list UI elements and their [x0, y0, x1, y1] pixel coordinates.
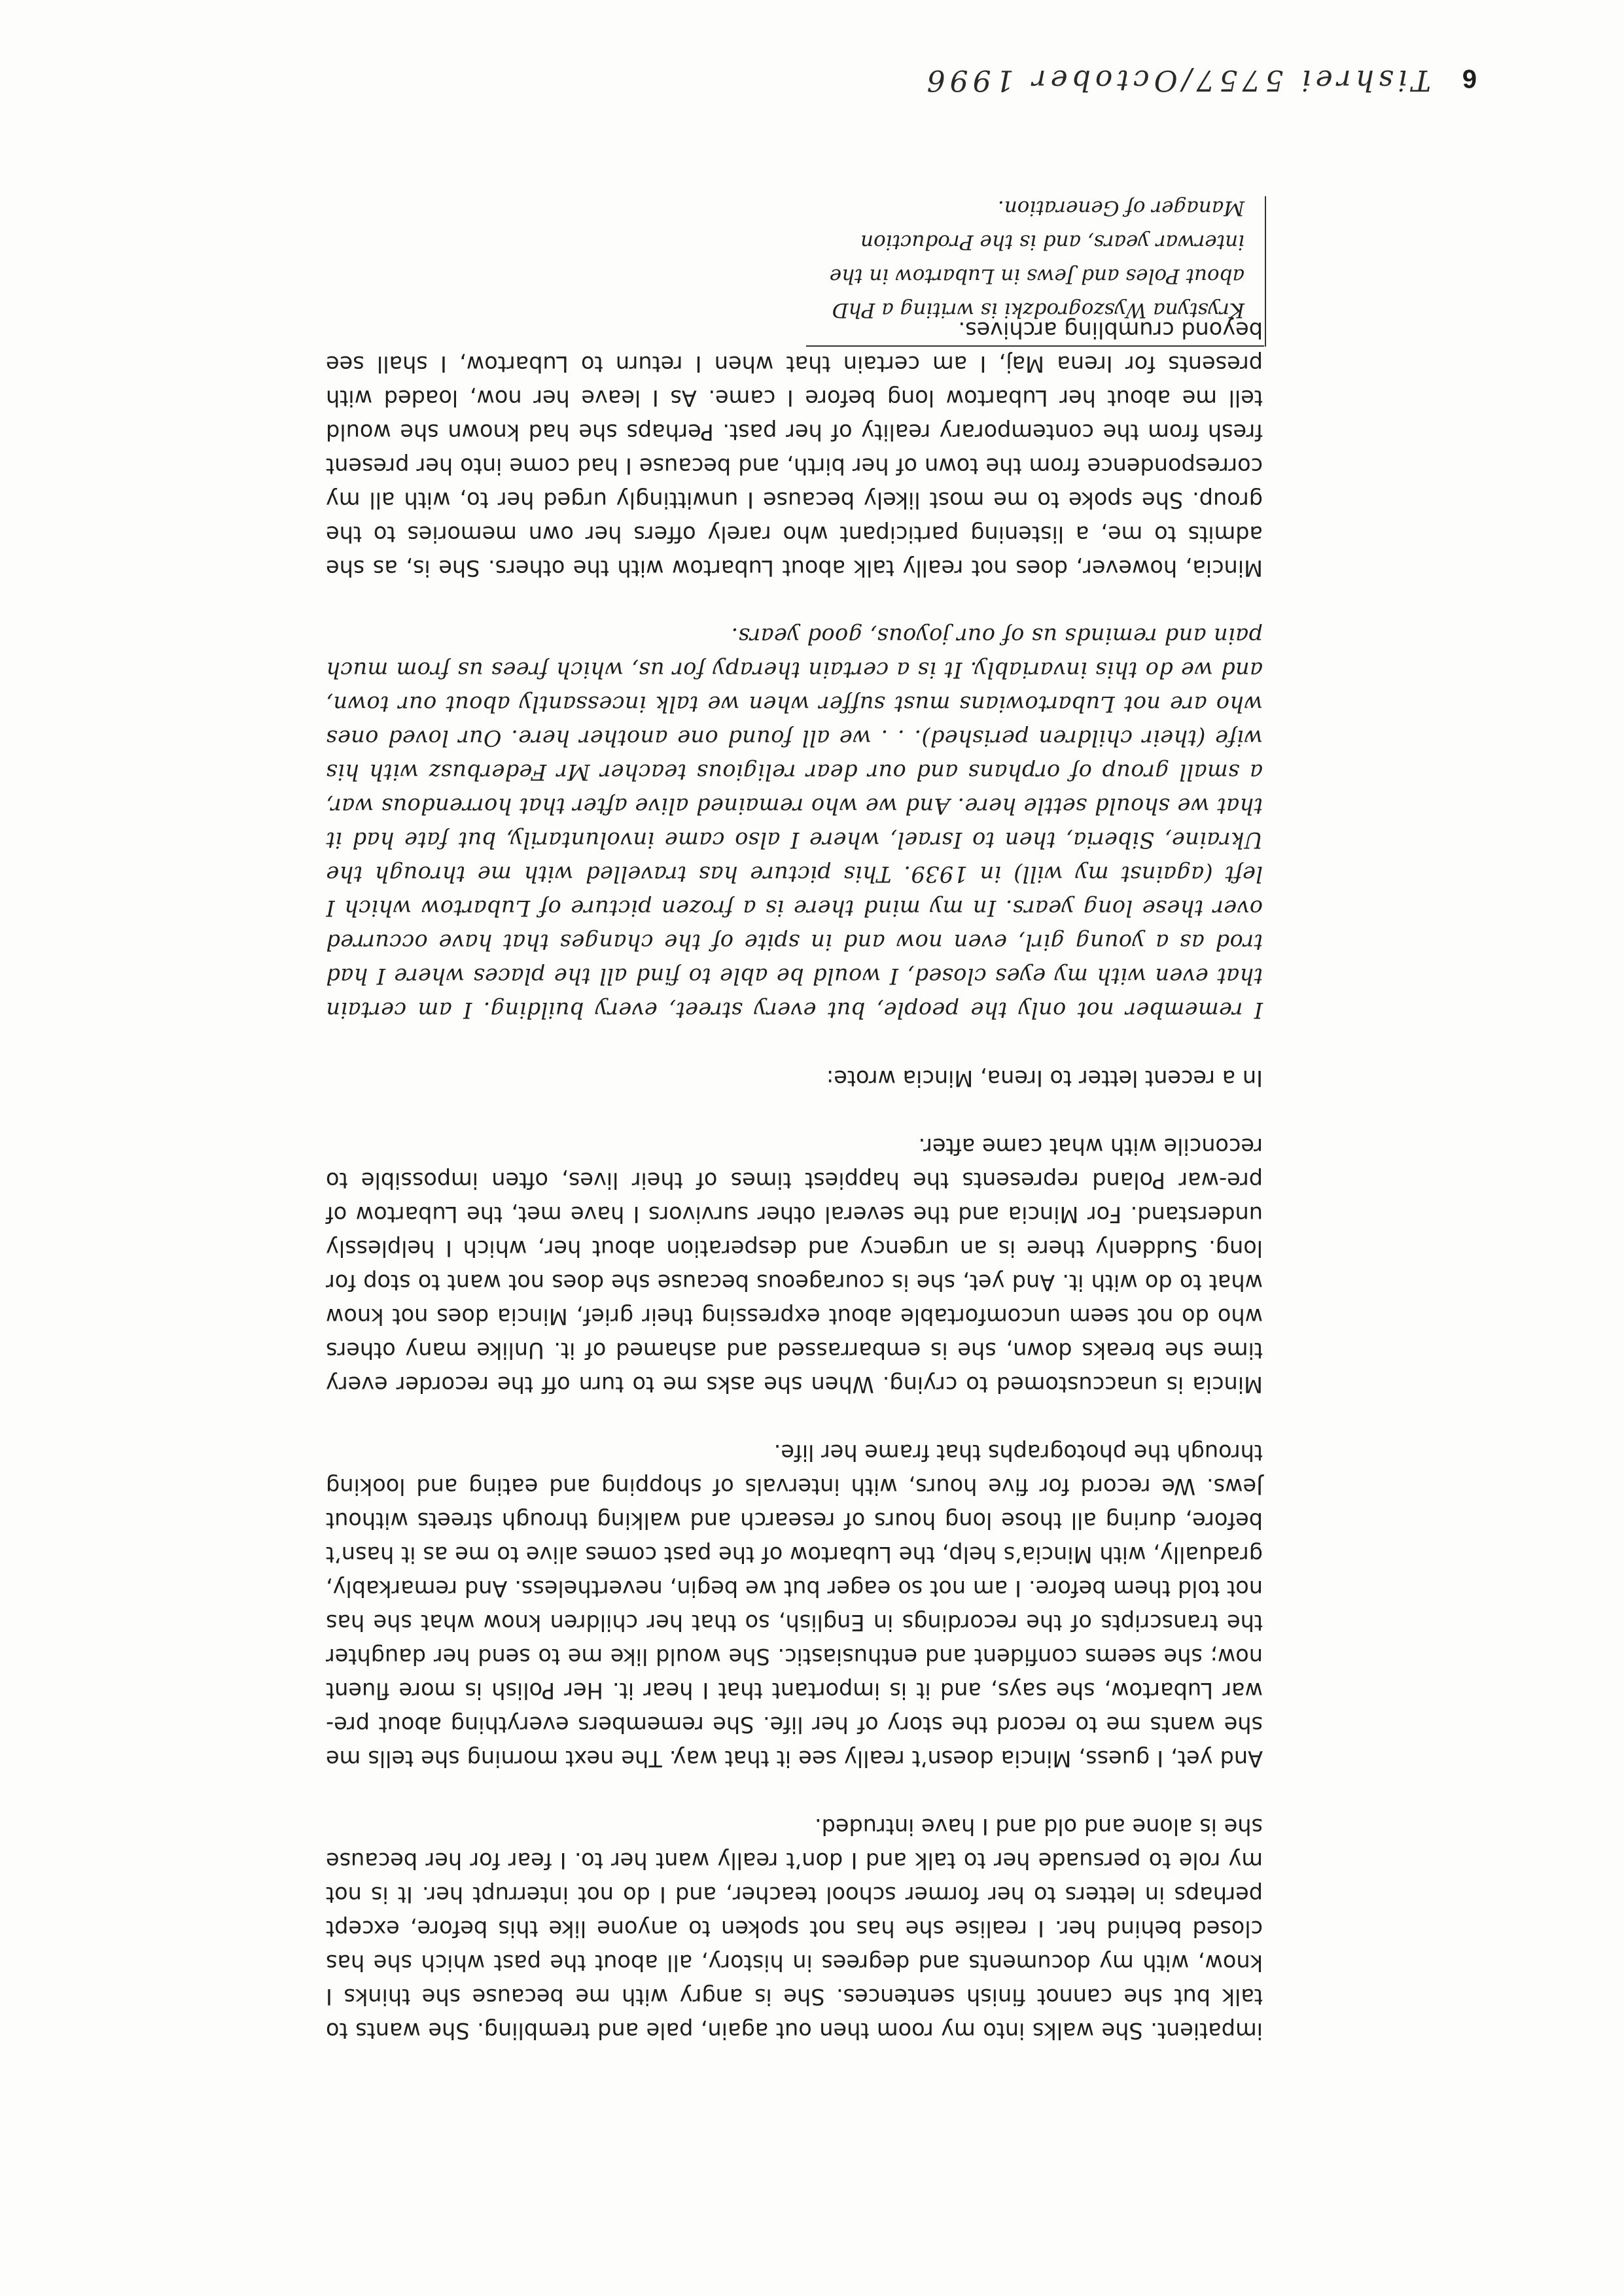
author-bio-text: Krystyna Wyszogrodzki is writing a PhD about Poles and Jews in Lubartow in the interwar years, and is the Production Manager of Generation.: [829, 196, 1244, 322]
issue-date: Tishrei 5757/October 1996: [922, 63, 1431, 97]
quoted-letter: I remember not only the people, but every street, every building. I am certain that even with my eyes closed, I would be able to find all the places where I had trod as a young girl, even now and in spite of the changes that have occurred over these long years. In my mind there is a frozen picture of Lubartow which I left (against my will) in 1939. This picture has travelled with me through the Ukraine, Siberia, then to Israel, where I also came involuntarily, but fate had it that we should settle here. And we who remained alive after that horrendous war, a small group of orphans and our dear religious teacher Mr Federbusz with his wife (their children perished). . . we all found one another here. Our loved ones who are not Lubartowians must suffer when we talk incessantly about our town, and we do this invariably. It is a certain therapy for us, which frees us from much pain and reminds us of our joyous, good years.: [326, 623, 1263, 1023]
article-body: [326, 279, 1263, 2047]
author-bio: [806, 191, 1264, 347]
paragraph: And yet, I guess, Mincia doesn’t really see it that way. The next morning she tells me she wants me to record the story of her life. She remembers everything about pre-war Lubartow, she says, and it is important that I hear it. Her Polish is more fluent now; she seems confident and enthusiastic. She would like me to send her daughter the transcripts of the recordings in English, so that her children know what she has not told them before. I am not so eager but we begin, nevertheless. And remarkably, gradually, with Mincia’s help, the Lubartow of the past comes alive to me as it hasn’t before, during all those long hours of research and walking through streets without Jews. We record for five hours, with intervals of shopping and eating and looking through the photographs that frame her life.: [326, 1440, 1263, 1771]
paragraph: Mincia is unaccustomed to crying. When she asks me to turn off the recorder every time she breaks down, she is embarrassed and ashamed of it. Unlike many others who do not seem uncomfortable about expressing their grief, Mincia does not know what to do with it. And yet, she is courageous because she does not want to stop for long. Suddenly there is an urgency and desperation about her, which I helplessly understand. For Mincia and the several other survivors I have met, the Lubartow of pre-war Poland represents the happiest times of their lives, often impossible to reconcile with what came after.: [326, 1134, 1263, 1397]
paragraph: Mincia, however, does not really talk about Lubartow with the others. She is, as she admits to me, a listening participant who rarely offers her own memories to the group. She spoke to me most likely because I unwittingly urged her to, with all my correspondence from the town of her birth, and because I had come into her present fresh from the contemporary reality of her past. Perhaps she had known she would tell me about her Lubartow long before I came. As I leave her now, loaded with presents for Irena Maj, I am certain that when I return to Lubartow, I shall see beyond crumbling archives.: [326, 317, 1263, 581]
page-number: 6: [1461, 64, 1477, 93]
paragraph: impatient. She walks into my room then out again, pale and trembling. She wants to talk but she cannot finish sentences. She is angry with me because she thinks I know, with my documents and degrees in history, all about the past which she has closed behind her. I realise she has not spoken to anyone like this before, except perhaps in letters to her former school teacher, and I do not interrupt her. It is not my role to persuade her to talk and I don’t really want her to. I fear for her because she is alone and old and I have intruded.: [326, 1814, 1263, 2044]
bio-vertical-rule: [1265, 196, 1266, 347]
paragraph: In a recent letter to Irena, Mincia wrote:: [826, 1066, 1263, 1091]
